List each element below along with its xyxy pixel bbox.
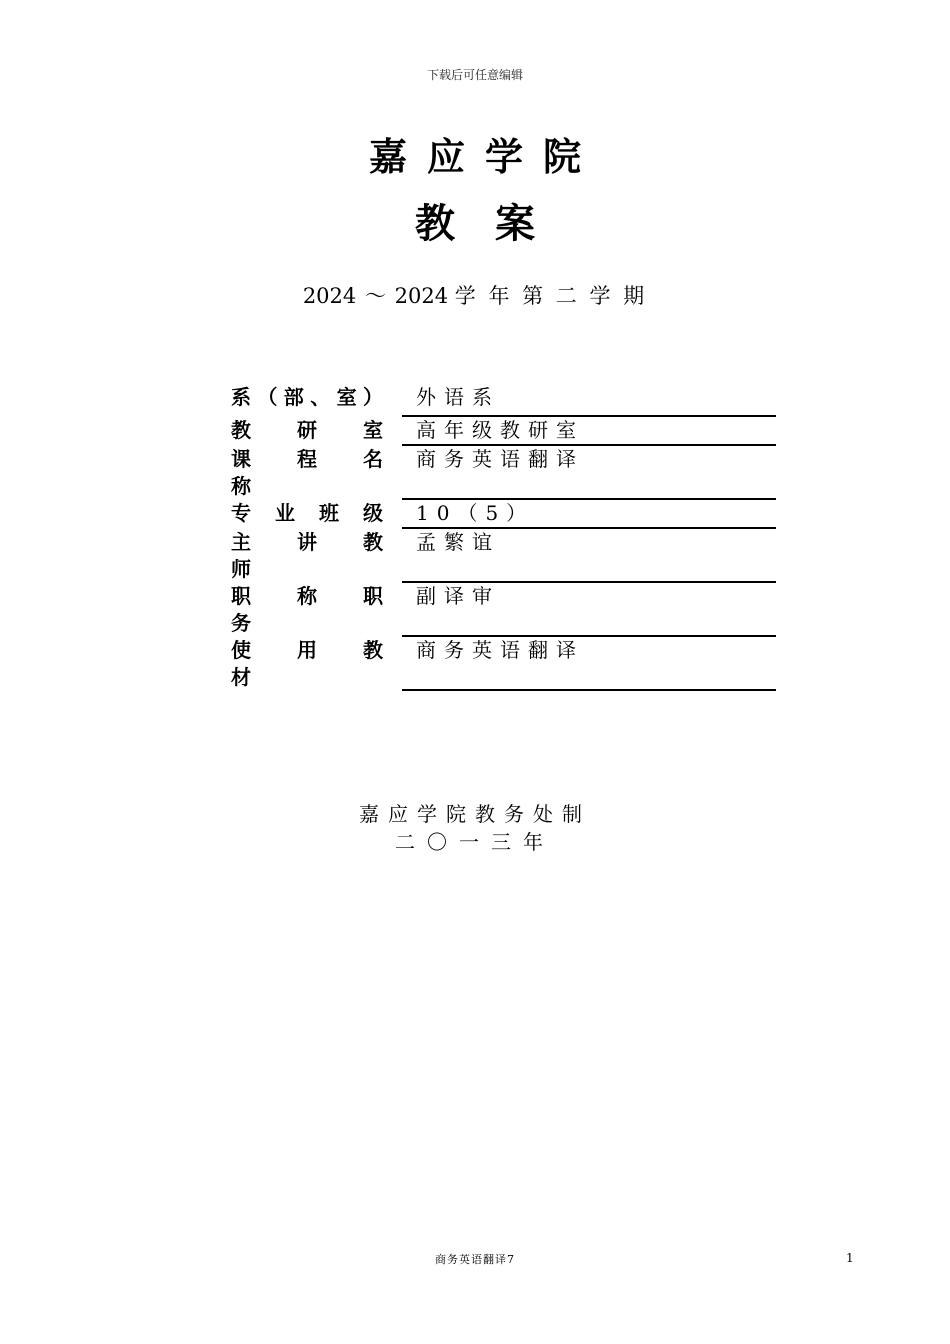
header-note: 下载后可任意编辑: [426, 68, 523, 82]
info-value: 商务英语翻译: [402, 637, 776, 691]
info-label: 课程名 称: [231, 447, 383, 498]
info-label: 主讲教 师: [231, 530, 383, 581]
school-name: [0, 126, 950, 181]
issue-year: 二〇一三年: [395, 830, 555, 854]
info-label: 职称职 务: [231, 584, 383, 635]
info-row-department: [231, 384, 776, 417]
info-label: 教研室: [231, 418, 383, 442]
doc-title: [0, 192, 950, 249]
info-value: 高年级教研室: [402, 417, 776, 446]
info-value: 商务英语翻译: [402, 446, 776, 500]
info-value: 外语系: [402, 384, 776, 417]
term-year-start: 2024: [302, 284, 357, 308]
info-row-course-name: [231, 446, 776, 500]
issuer: 嘉应学院教务处制: [359, 802, 591, 826]
info-row-title-position: [231, 583, 776, 637]
school-name-text: 嘉应学院: [368, 134, 601, 179]
footer-page-number: 1: [846, 1251, 854, 1265]
info-value: 孟繁谊: [402, 529, 776, 583]
info-row-lecturer: [231, 529, 776, 583]
course-info-table: [231, 384, 776, 691]
info-row-major-class: [231, 500, 776, 529]
info-row-textbook: [231, 637, 776, 691]
term-suffix: 学 年 第 二 学 期: [454, 284, 648, 308]
info-row-teaching-office: [231, 417, 776, 446]
info-value: 10（5）: [402, 500, 776, 529]
info-label: 使用教 材: [231, 638, 383, 689]
doc-title-text: 教案: [415, 200, 575, 247]
info-label: 专业班级: [231, 501, 383, 525]
info-label: 系（部、室）: [231, 385, 383, 409]
footer-doc-name: 商务英语翻译7: [435, 1253, 515, 1266]
term-tilde: ～: [364, 284, 386, 308]
term-year-end: 2024: [394, 284, 449, 308]
info-value: 副译审: [402, 583, 776, 637]
academic-term: [0, 280, 950, 310]
